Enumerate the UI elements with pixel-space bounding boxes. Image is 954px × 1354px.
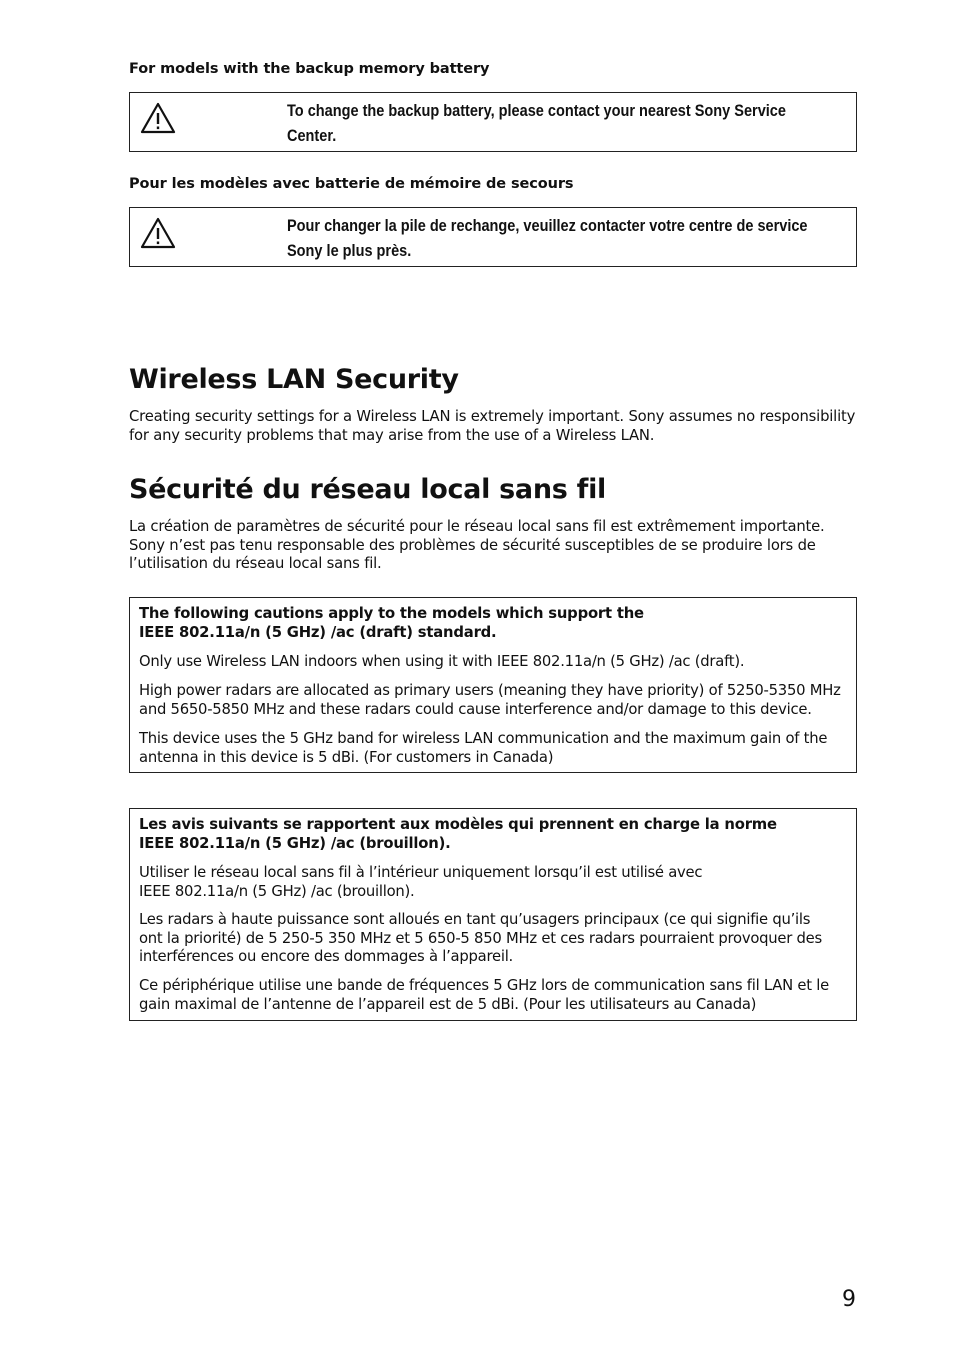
caution-paragraph-en-2: High power radars are allocated as primary users (meaning they have priority) of 5250-5350 MHz and 5650-5850 MHz and these radars could cause interference and/or damage to this device. [139, 682, 841, 718]
caution-paragraph-fr-1: Utiliser le réseau local sans fil à l’intérieur uniquement lorsqu’il est utilisé avec IEEE 802.11a/n (5 GHz) /ac (brouillon). [139, 864, 703, 900]
caution-paragraph-fr-2: Les radars à haute puissance sont alloués en tant qu’usagers principaux (ce qui signifie qu’ils ont la priorité) de 5 250-5 350 MHz et 5 650-5 850 MHz et ces radars pourraient provoquer des interférences ou encore des dommages à l’appareil. [139, 911, 822, 965]
battery-warning-text-fr: Pour changer la pile de rechange, veuillez contacter votre centre de service Sony le plus près. [287, 217, 808, 260]
caution-title-en: The following cautions apply to the models which support the IEEE 802.11a/n (5 GHz) /ac (draft) standard. [139, 605, 644, 641]
warning-triangle-icon [140, 217, 176, 249]
caution-paragraph-fr-3: Ce périphérique utilise une bande de fréquences 5 GHz lors de communication sans fil LAN et le gain maximal de l’antenne de l’appareil est de 5 dBi. (Pour les utilisateurs au Canada) [139, 977, 829, 1013]
battery-warning-text-en: To change the backup battery, please contact your nearest Sony Service Center. [287, 102, 786, 145]
caution-box-fr [129, 808, 857, 1021]
wlan-security-title-en: Wireless LAN Security [129, 364, 459, 395]
caution-box-en [129, 597, 857, 773]
caution-title-fr: Les avis suivants se rapportent aux modèles qui prennent en charge la norme IEEE 802.11a/n (5 GHz) /ac (brouillon). [139, 816, 777, 852]
page-number: 9 [842, 1287, 856, 1312]
battery-heading-fr: Pour les modèles avec batterie de mémoire de secours [129, 176, 574, 192]
warning-triangle-icon [140, 102, 176, 134]
caution-paragraph-en-1: Only use Wireless LAN indoors when using it with IEEE 802.11a/n (5 GHz) /ac (draft). [139, 653, 745, 670]
wlan-security-body-fr: La création de paramètres de sécurité pour le réseau local sans fil est extrêmement importante. Sony n’est pas tenu responsable des problèmes de sécurité susceptibles de se produire lors de l’utilisation du réseau local sans fil. [129, 518, 825, 572]
battery-warning-box-en [129, 92, 857, 152]
battery-warning-box-fr [129, 207, 857, 267]
battery-heading-en: For models with the backup memory battery [129, 61, 490, 77]
caution-paragraph-en-3: This device uses the 5 GHz band for wireless LAN communication and the maximum gain of the antenna in this device is 5 dBi. (For customers in Canada) [139, 730, 828, 766]
wlan-security-body-en: Creating security settings for a Wireless LAN is extremely important. Sony assumes no responsibility for any security problems that may arise from the use of a Wireless LAN. [129, 408, 856, 444]
wlan-security-title-fr: Sécurité du réseau local sans fil [129, 474, 606, 505]
